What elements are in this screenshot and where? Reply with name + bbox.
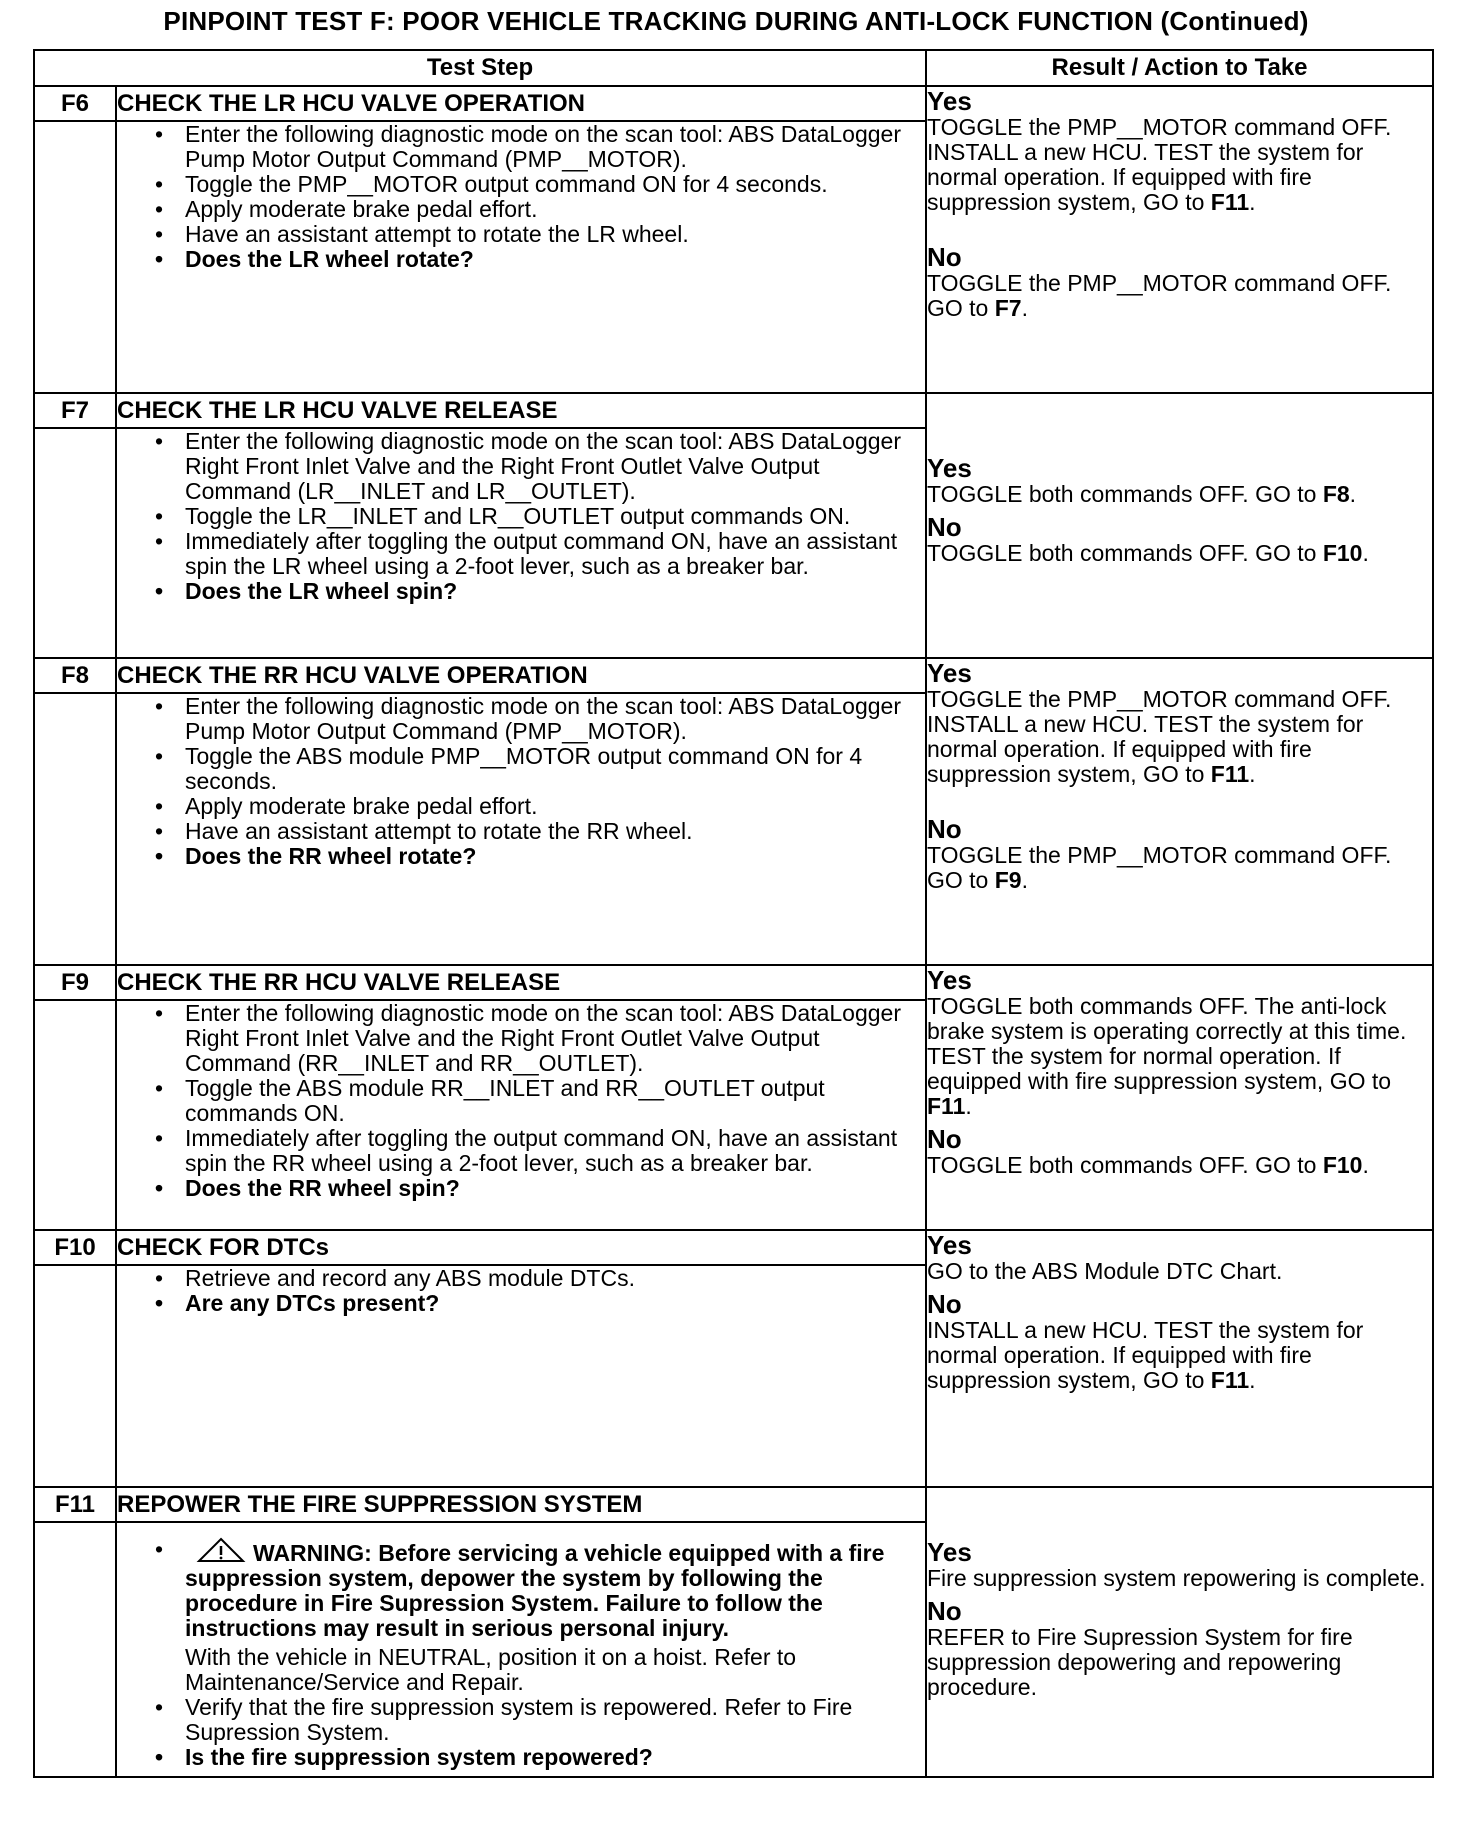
result-no-text: INSTALL a new HCU. TEST the system for normal operation. If equipped with fire suppression system, GO to F11. [927,1317,1364,1393]
step-reference: F9 [994,867,1022,893]
instruction-list [117,694,925,869]
list-item: • Toggle the ABS module PMP__MOTOR output command ON for 4 seconds. [163,744,925,794]
step-question: • Are any DTCs present? [163,1291,925,1316]
warning-triangle-icon [195,1537,247,1563]
step-question: • Does the LR wheel rotate? [163,247,925,272]
step-title: CHECK THE RR HCU VALVE OPERATION [116,658,926,693]
list-item: • Have an assistant attempt to rotate the LR wheel. [163,222,925,247]
blank-cell [34,1522,116,1777]
result-yes-label: Yes [927,453,972,483]
result-no-text: TOGGLE the PMP__MOTOR command OFF. GO to F7. [927,270,1392,321]
step-title: REPOWER THE FIRE SUPPRESSION SYSTEM [116,1487,926,1522]
list-item: • Immediately after toggling the output command ON, have an assistant spin the LR wheel using a 2-foot lever, such as a breaker bar. [163,529,925,579]
list-item: • Enter the following diagnostic mode on the scan tool: ABS DataLogger Right Front Inlet Valve and the Right Front Outlet Valve Output Command (RR__INLET and RR__OUTLET). [163,1001,925,1076]
list-item: • Toggle the LR__INLET and LR__OUTLET output commands ON. [163,504,925,529]
list-item: • Toggle the PMP__MOTOR output command ON for 4 seconds. [163,172,925,197]
blank-cell [34,121,116,393]
list-item: • Immediately after toggling the output command ON, have an assistant spin the RR wheel using a 2-foot lever, such as a breaker bar. [163,1126,925,1176]
step-row-f8-title [34,658,1433,693]
result-no-text: TOGGLE both commands OFF. GO to F10. [927,1152,1369,1178]
list-item: • Enter the following diagnostic mode on the scan tool: ABS DataLogger Pump Motor Output Command (PMP__MOTOR). [163,122,925,172]
list-item: • Enter the following diagnostic mode on the scan tool: ABS DataLogger Pump Motor Output Command (PMP__MOTOR). [163,694,925,744]
result-yes-text: TOGGLE the PMP__MOTOR command OFF. INSTALL a new HCU. TEST the system for normal operation. If equipped with fire suppression system, GO to F11. [927,686,1392,787]
step-reference: F8 [1322,481,1350,507]
result-no-label: No [927,1289,962,1319]
step-reference: F11 [1210,1367,1250,1393]
list-item: • Toggle the ABS module RR__INLET and RR__OUTLET output commands ON. [163,1076,925,1126]
pinpoint-test-table [33,49,1434,1778]
blank-cell [34,693,116,965]
warning-followup: With the vehicle in NEUTRAL, position it on a hoist. Refer to Maintenance/Service and Repair. [185,1644,797,1695]
step-question: • Does the LR wheel spin? [163,579,925,604]
step-row-f11-title [34,1487,1433,1522]
step-instructions [116,1522,926,1777]
step-instructions [116,121,926,393]
instruction-list [117,1537,925,1770]
step-instructions [116,1265,926,1487]
result-yes-label: Yes [927,1537,972,1567]
page-title: PINPOINT TEST F: POOR VEHICLE TRACKING DURING ANTI-LOCK FUNCTION (Continued) [163,6,1309,36]
header-test-step: Test Step [34,50,926,86]
step-result [926,1487,1433,1777]
step-result [926,393,1433,658]
step-row-f6-title [34,86,1433,121]
step-reference: F10 [1322,540,1363,566]
step-instructions [116,428,926,658]
step-result [926,658,1433,965]
result-yes-text: TOGGLE both commands OFF. GO to F8. [927,481,1357,507]
result-yes-text: TOGGLE the PMP__MOTOR command OFF. INSTALL a new HCU. TEST the system for normal operation. If equipped with fire suppression system, GO to F11. [927,114,1392,215]
list-item: • Retrieve and record any ABS module DTCs. [163,1266,925,1291]
result-no-label: No [927,814,962,844]
warning-text: WARNING: Before servicing a vehicle equipped with a fire suppression system, depower the system by following the procedure in Fire Supression System. Failure to follow the instructions may result in serious personal injury. [185,1540,885,1641]
result-yes-label: Yes [927,1230,972,1260]
result-no-text: TOGGLE both commands OFF. GO to F10. [927,540,1369,566]
blank-cell [34,1000,116,1230]
result-yes-label: Yes [927,965,972,995]
result-no-text: TOGGLE the PMP__MOTOR command OFF. GO to F9. [927,842,1392,893]
step-id: F11 [34,1487,116,1522]
blank-cell [34,1265,116,1487]
result-yes-text: TOGGLE both commands OFF. The anti-lock brake system is operating correctly at this time. TEST the system for normal operation. If equipped with fire suppression system, GO to F11. [927,993,1407,1119]
step-reference: F7 [994,295,1022,321]
header-result-action: Result / Action to Take [926,50,1433,86]
instruction-list [117,1001,925,1201]
step-title: CHECK THE LR HCU VALVE OPERATION [116,86,926,121]
table-header-row [34,50,1433,86]
step-reference: F11 [927,1093,966,1119]
step-title: CHECK THE LR HCU VALVE RELEASE [116,393,926,428]
step-instructions [116,693,926,965]
step-row-f7-title [34,393,1433,428]
list-item-warning [163,1537,925,1695]
result-yes-text: Fire suppression system repowering is complete. [927,1565,1426,1591]
step-result [926,86,1433,393]
step-result [926,965,1433,1230]
step-id: F6 [34,86,116,121]
step-question: • Does the RR wheel spin? [163,1176,925,1201]
result-no-label: No [927,242,962,272]
result-yes-label: Yes [927,86,972,116]
step-id: F9 [34,965,116,1000]
instruction-list [117,429,925,604]
step-title: CHECK FOR DTCs [116,1230,926,1265]
instruction-list [117,1266,925,1316]
step-row-f9-title [34,965,1433,1000]
list-item: • Verify that the fire suppression system is repowered. Refer to Fire Supression System. [163,1695,925,1745]
step-question: • Does the RR wheel rotate? [163,844,925,869]
result-yes-label: Yes [927,658,972,688]
step-reference: F11 [1210,761,1250,787]
step-id: F8 [34,658,116,693]
step-title: CHECK THE RR HCU VALVE RELEASE [116,965,926,1000]
result-no-label: No [927,1596,962,1626]
list-item: • Apply moderate brake pedal effort. [163,794,925,819]
step-question: • Is the fire suppression system repowered? [163,1745,925,1770]
list-item: • Apply moderate brake pedal effort. [163,197,925,222]
result-yes-text: GO to the ABS Module DTC Chart. [927,1258,1283,1284]
list-item: • Have an assistant attempt to rotate the RR wheel. [163,819,925,844]
result-no-label: No [927,1124,962,1154]
result-no-text: REFER to Fire Supression System for fire suppression depowering and repowering procedure. [927,1624,1353,1700]
instruction-list [117,122,925,272]
step-result [926,1230,1433,1487]
step-id: F10 [34,1230,116,1265]
result-no-label: No [927,512,962,542]
blank-cell [34,428,116,658]
step-row-f10-title [34,1230,1433,1265]
step-id: F7 [34,393,116,428]
list-item: • Enter the following diagnostic mode on the scan tool: ABS DataLogger Right Front Inlet Valve and the Right Front Outlet Valve Output Command (LR__INLET and LR__OUTLET). [163,429,925,504]
step-reference: F10 [1322,1152,1363,1178]
step-reference: F11 [1210,189,1250,215]
step-instructions [116,1000,926,1230]
